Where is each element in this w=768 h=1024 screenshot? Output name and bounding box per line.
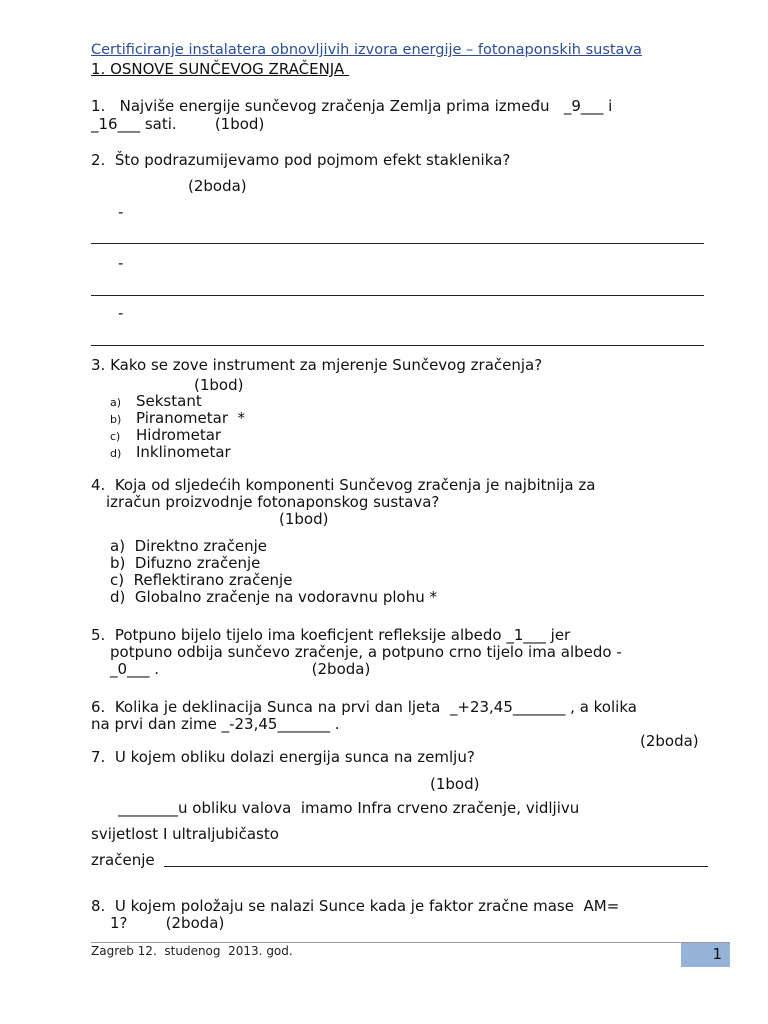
question-6-line-1: 6. Kolika je deklinacija Sunca na prvi dan ljeta _+23,45_______ , a kolika	[91, 698, 637, 716]
question-7-text: 7. U kojem obliku dolazi energija sunca na zemlju?	[91, 748, 475, 766]
question-7-answer-line-1: ________u obliku valova imamo Infra crveno zračenje, vidljivu	[118, 799, 580, 817]
option-a: a) Direktno zračenje	[110, 537, 267, 555]
question-8-line-2: 1? (2boda)	[110, 914, 225, 932]
question-4-points: (1bod)	[279, 510, 329, 528]
page-number-box	[681, 943, 730, 967]
option-c	[110, 427, 245, 444]
option-text: Inklinometar	[136, 443, 231, 461]
footer-divider	[91, 942, 730, 943]
question-7-answer-line-3: zračenje	[91, 851, 155, 869]
answer-dash-1: -	[118, 203, 124, 221]
option-letter: d)	[110, 447, 122, 460]
question-1-line-2: _16___ sati. (1bod)	[91, 115, 265, 133]
option-b: b) Difuzno zračenje	[110, 554, 261, 572]
answer-dash-3: -	[118, 304, 124, 322]
question-8-line-1: 8. U kojem položaju se nalazi Sunce kada je faktor zračne mase AM=	[91, 897, 620, 915]
question-5-line-1: 5. Potpuno bijelo tijelo ima koeficjent refleksije albedo _1___ jer	[91, 626, 571, 644]
answer-dash-2: -	[118, 254, 124, 272]
question-2-text: 2. Što podrazumijevamo pod pojmom efekt staklenika?	[91, 151, 511, 169]
answer-line-3[interactable]	[91, 345, 704, 346]
question-4-line-2: izračun proizvodnje fotonaponskog sustava?	[106, 493, 440, 511]
section-heading: 1. OSNOVE SUNČEVOG ZRAČENJA	[91, 60, 349, 78]
option-c: c) Reflektirano zračenje	[110, 571, 293, 589]
question-3-text: 3. Kako se zove instrument za mjerenje Sunčevog zračenja?	[91, 356, 543, 374]
option-b	[110, 410, 245, 427]
question-3-points: (1bod)	[194, 376, 244, 394]
question-4-line-1: 4. Koja od sljedećih komponenti Sunčevog zračenja je najbitnija za	[91, 476, 596, 494]
answer-line-1[interactable]	[91, 243, 704, 244]
footer-date: Zagreb 12. studenog 2013. god.	[91, 944, 293, 958]
page-number: 1	[712, 945, 722, 963]
question-4-options	[110, 538, 437, 606]
question-6-points: (2boda)	[640, 732, 699, 750]
option-letter: a)	[110, 396, 122, 409]
option-d	[110, 444, 245, 461]
answer-line-2[interactable]	[91, 295, 704, 296]
option-a	[110, 393, 245, 410]
question-6-line-2: na prvi dan zime _-23,45_______ .	[91, 715, 340, 733]
answer-line-q7[interactable]	[164, 866, 708, 867]
option-text: Hidrometar	[136, 426, 222, 444]
question-2-points: (2boda)	[188, 177, 247, 195]
option-d: d) Globalno zračenje na vodoravnu plohu *	[110, 588, 437, 606]
document-header-title: Certificiranje instalatera obnovljivih izvora energije – fotonaponskih sustava	[91, 42, 642, 58]
question-5-line-2: potpuno odbija sunčevo zračenje, a potpuno crno tijelo ima albedo -	[110, 643, 622, 661]
option-letter: c)	[110, 430, 121, 443]
question-3-options	[110, 393, 245, 461]
question-7-points: (1bod)	[430, 775, 480, 793]
option-letter: b)	[110, 413, 122, 426]
option-text: Sekstant	[136, 392, 202, 410]
option-text: Piranometar *	[136, 409, 246, 427]
question-7-answer-line-2: svijetlost I ultraljubičasto	[91, 825, 279, 843]
question-5-line-3: _0___ . (2boda)	[110, 660, 371, 678]
question-1-line-1: 1. Najviše energije sunčevog zračenja Zemlja prima između _9___ i	[91, 97, 613, 115]
